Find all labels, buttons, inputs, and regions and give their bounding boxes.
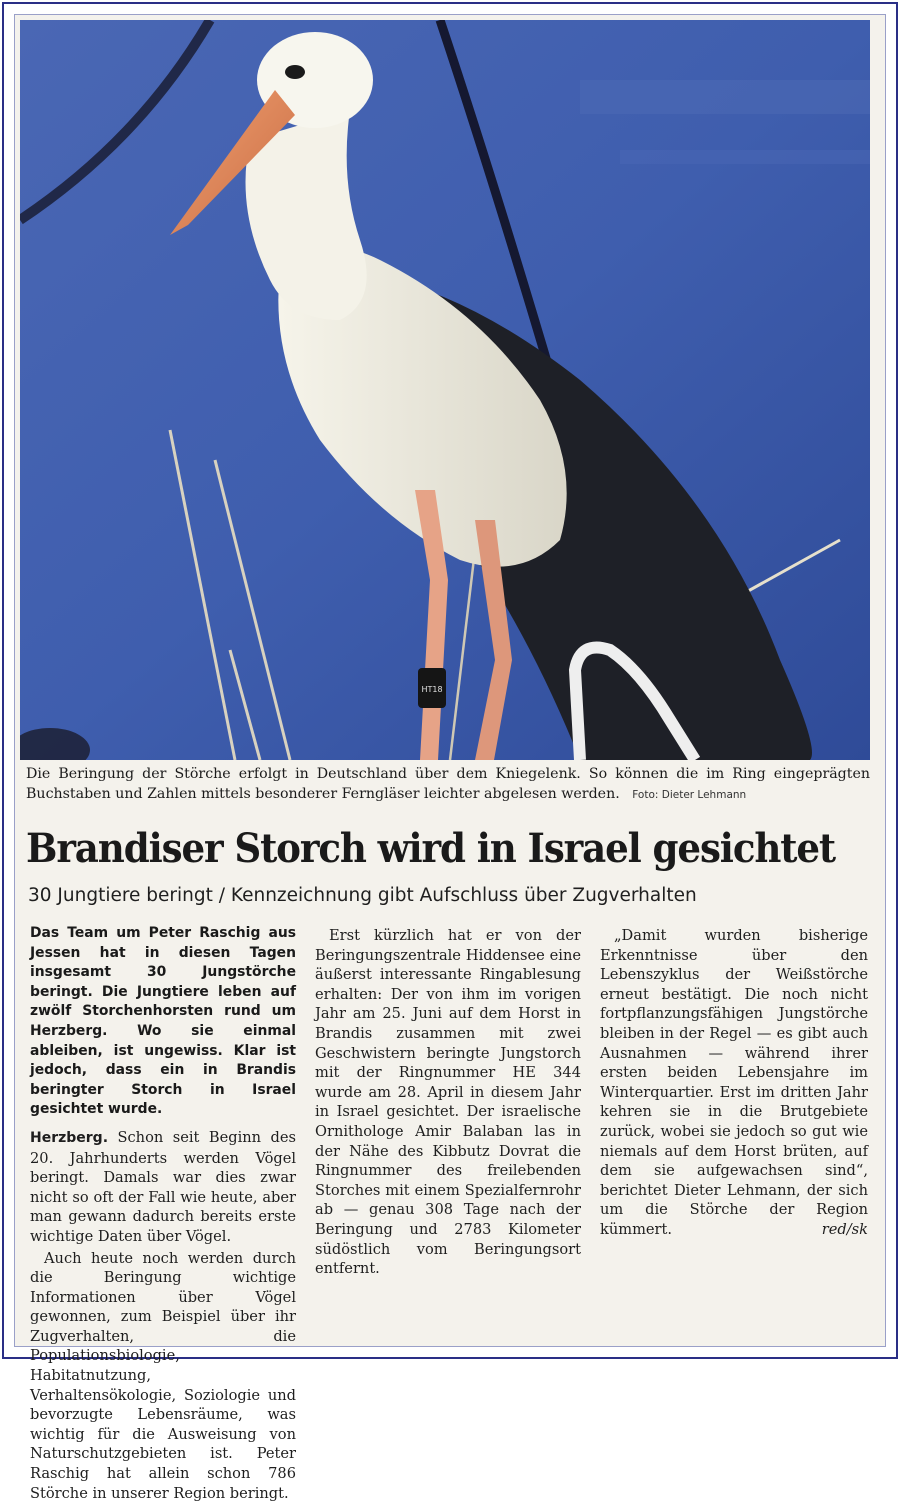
photo-caption (26, 764, 870, 805)
article-paragraph: Auch heute noch werden durch die Beringung wichtige Informationen über Vögel gewonnen, zum Beispiel über ihr Zugverhalten, die Populationsbiologie, Habitatnutzung, Verhaltensökologie, Soziologie und bevorzugte Lebensräume, was wichtig für die Ausweisung von Naturschutzgebieten ist. Peter Raschig hat allein schon 786 Störche in unserer Region beringt. (30, 1249, 296, 1503)
article-headline: Brandiser Storch wird in Israel gesichtet (26, 818, 817, 880)
photo-credit: Foto: Dieter Lehmann (632, 789, 746, 801)
stork-photo (20, 20, 870, 760)
paragraph-text: Schon seit Beginn des 20. Jahrhunderts werden Vögel beringt. Damals war dies zwar nicht so oft der Fall wie heute, aber man gewann dadurch bereits erste wichtige Daten über Vögel. (30, 1129, 296, 1245)
stork-eye (285, 65, 305, 79)
leg-ring-text: HT18 (421, 685, 442, 694)
author-signoff: red/sk (600, 1220, 868, 1240)
article-paragraph (30, 1128, 296, 1247)
article-subheadline: 30 Jungtiere beringt / Kennzeichnung gibt Aufschluss über Zugverhalten (28, 883, 878, 909)
article-column-2 (315, 924, 581, 1279)
dateline: Herzberg. (30, 1130, 108, 1146)
article-lead: Das Team um Peter Raschig aus Jessen hat in diesen Tagen insgesamt 30 Jungstörche beringt. Die Jungtiere leben auf zwölf Storchenhorsten rund um Herzberg. Wo sie einmal ableiben, ist ungewiss. Klar ist jedoch, dass ein in Brandis beringter Storch in Israel gesichtet wurde. (30, 924, 296, 1120)
stork-illustration (20, 20, 870, 760)
caption-text: Die Beringung der Störche erfolgt in Deutschland über dem Kniegelenk. So können die im Ring eingeprägten Buchstaben und Zahlen mittels besonderer Ferngläser leichter abgelesen werden. (26, 766, 870, 802)
article-paragraph: „Damit wurden bisherige Erkenntnisse über den Lebenszyklus der Weißstörche erneut bestätigt. Die noch nicht fortpflanzungsfähigen Jungstörche bleiben in der Regel — es gibt auch Ausnahmen — während ihrer ersten beiden Lebensjahre im Winterquartier. Erst im dritten Jahr kehren sie in die Brutgebiete zurück, wobei sie jedoch so gut wie niemals auf dem Horst brüten, auf dem sie aufgewachsen sind“, berichtet Dieter Lehmann, der sich um die Störche der Region kümmert. (600, 926, 868, 1240)
article-column-1 (30, 924, 296, 1503)
article-column-3 (600, 924, 868, 1240)
article-paragraph: Erst kürzlich hat er von der Beringungszentrale Hiddensee eine äußerst interessante Ringablesung erhalten: Der von ihm im vorigen Jahr am 25. Juni auf dem Horst in Brandis zusammen mit zwei Geschwistern beringte Jungstorch mit der Ringnummer HE 344 wurde am 28. April in diesem Jahr in Israel gesichtet. Der israelische Ornithologe Amir Balaban las in der Nähe des Kibbutz Dovrat die Ringnummer des freilebenden Storches mit einem Spezialfernrohr ab — genau 308 Tage nach der Beringung und 2783 Kilometer südöstlich vom Beringungsort entfernt. (315, 926, 581, 1279)
